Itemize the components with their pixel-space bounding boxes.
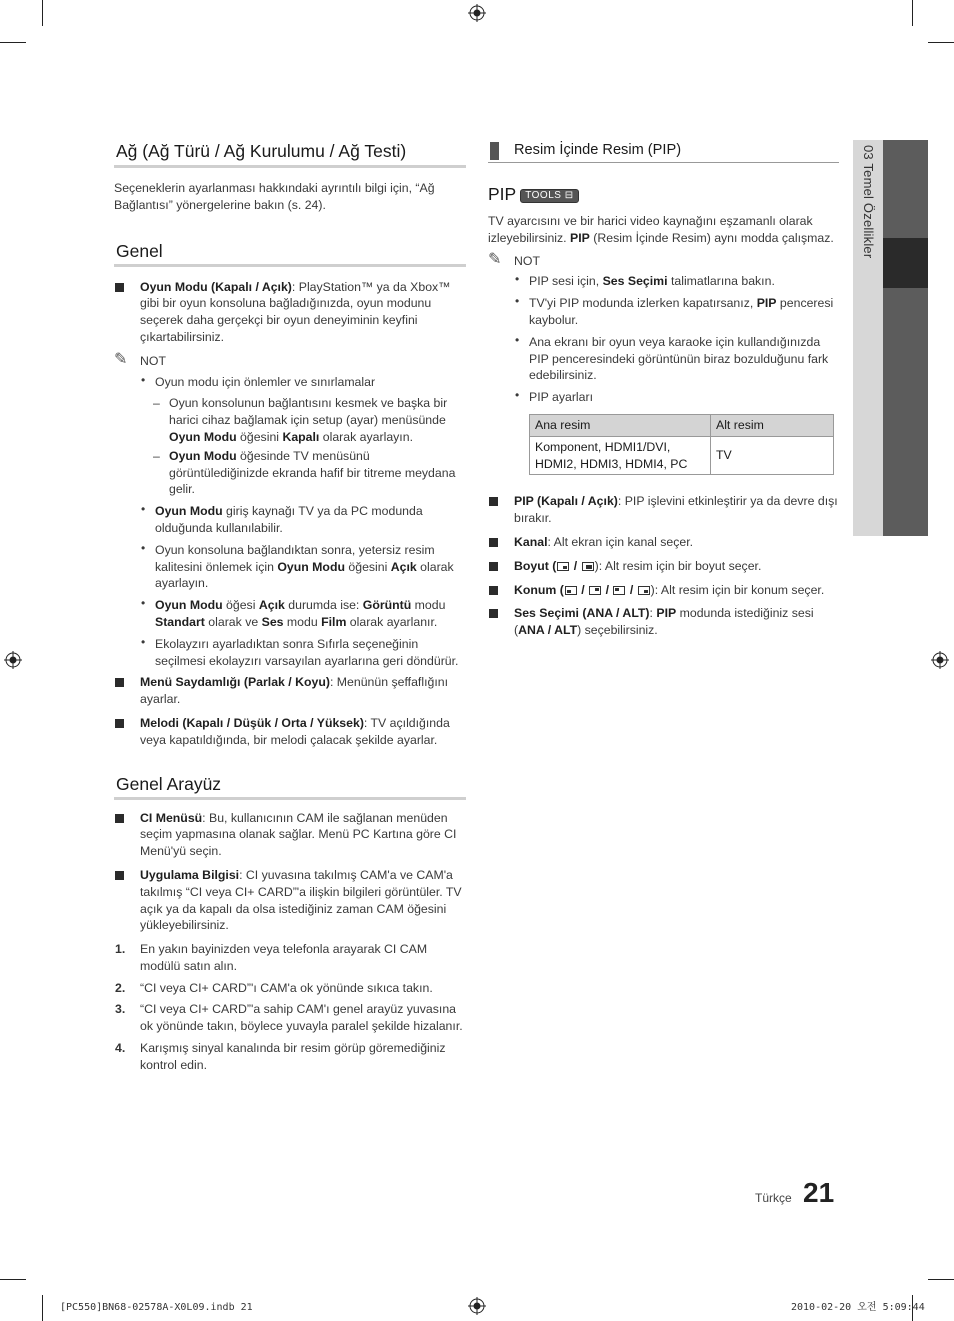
note-text: olarak ayarlayın. bbox=[155, 559, 454, 591]
left-column bbox=[114, 138, 466, 1079]
pip-intro bbox=[488, 213, 839, 247]
step-number: 2. bbox=[115, 980, 126, 995]
note-label: NOT bbox=[514, 253, 540, 268]
note-bold: Açık bbox=[258, 598, 285, 613]
item-label: PIP (Kapalı / Açık) bbox=[514, 494, 618, 509]
note-bold: Oyun Modu bbox=[277, 559, 345, 574]
square-bullet-icon bbox=[115, 678, 124, 687]
square-bullet-icon bbox=[489, 497, 498, 506]
item-text: : PIP işlevini etkinleştirir ya da devre dışı bırakır. bbox=[514, 494, 838, 526]
intro-bold: PIP bbox=[570, 230, 590, 245]
chapter-label: 03 Temel Özellikler bbox=[861, 145, 876, 259]
bullet-icon: • bbox=[515, 388, 520, 403]
note-text: olarak ve bbox=[204, 614, 262, 629]
step-text: “CI veya CI+ CARD”'a sahip CAM'ı genel arayüz yuvasına ok yönünde takın, böylece yuvayla paralel şekilde hizalanır. bbox=[140, 1002, 463, 1034]
pip-position-bottom-left-icon bbox=[565, 586, 577, 595]
list-item bbox=[513, 389, 839, 406]
pip-title: PIP bbox=[488, 184, 517, 204]
note-text: penceresi kaybolur. bbox=[529, 296, 834, 327]
step-number: 1. bbox=[115, 942, 126, 957]
item-label: CI Menüsü bbox=[140, 810, 203, 825]
item-label: Kanal bbox=[514, 534, 548, 549]
step-item bbox=[114, 1040, 466, 1074]
step-text: “CI veya CI+ CARD”'ı CAM'a ok yönünde sıkıca takın. bbox=[140, 980, 433, 995]
note-text: öğesini bbox=[236, 429, 283, 444]
pip-position-bottom-right-icon bbox=[638, 586, 650, 595]
chapter-tab-marker bbox=[883, 238, 928, 288]
chapter-tab-edge bbox=[883, 140, 928, 536]
item-bold: PIP bbox=[656, 606, 677, 621]
item-text: ): Alt resim için bir konum seçer. bbox=[650, 582, 825, 597]
note-bold: Film bbox=[321, 614, 347, 629]
table-cell: TV bbox=[711, 436, 834, 475]
section-title-genel-arayuz: Genel Arayüz bbox=[114, 771, 466, 800]
list-item-menu-saydamligi bbox=[114, 674, 466, 708]
dash-bullet-icon: – bbox=[153, 448, 160, 463]
square-bullet-icon bbox=[115, 871, 124, 880]
item-label: Menü Saydamlığı (Parlak / Koyu) bbox=[140, 675, 330, 690]
tools-badge bbox=[520, 189, 578, 203]
list-item bbox=[513, 334, 839, 384]
bullet-icon: • bbox=[141, 634, 146, 649]
footer-language: Türkçe bbox=[755, 1191, 792, 1205]
note-bold: Ses bbox=[261, 614, 284, 629]
note-label: NOT bbox=[140, 353, 166, 368]
intro-text: TV ayarcısını ve bir harici video kaynağını eşzamanlı olarak izleyebilirsiniz. bbox=[488, 214, 813, 245]
list-item bbox=[139, 636, 466, 670]
note-text: öğesini bbox=[344, 559, 391, 574]
list-item-uygulama-bilgisi bbox=[114, 867, 466, 934]
intro-text: (Resim İçinde Resim) aynı modda çalışmaz. bbox=[589, 230, 834, 245]
section-title-text: Resim İçinde Resim (PIP) bbox=[514, 142, 682, 158]
list-item bbox=[513, 295, 839, 329]
table-header-row bbox=[530, 414, 834, 436]
separator: / bbox=[573, 558, 578, 573]
network-intro: Seçeneklerin ayarlanması hakkındaki ayrıntılı bilgi için, “Ağ Bağlantısı” yönergelerine bakın (s. 24). bbox=[114, 181, 435, 212]
pencil-note-icon: ✎ bbox=[488, 250, 502, 268]
bullet-icon: • bbox=[141, 502, 146, 517]
note-text: Oyun konsoluna bağlandıktan sonra, yetersiz resim kalitesini önlemek için bbox=[155, 542, 435, 574]
bullet-icon: • bbox=[515, 332, 520, 347]
crop-mark bbox=[42, 1295, 43, 1321]
square-bullet-icon bbox=[115, 719, 124, 728]
note-bold: PIP bbox=[756, 296, 777, 311]
section-title-genel: Genel bbox=[114, 238, 466, 267]
note-bold: Ses Seçimi bbox=[602, 274, 668, 289]
list-item-oyun-modu bbox=[114, 279, 466, 346]
list-item-ses-secimi bbox=[488, 605, 839, 639]
list-item-pip bbox=[488, 493, 839, 527]
item-label: Melodi (Kapalı / Düşük / Orta / Yüksek) bbox=[140, 715, 364, 730]
square-bullet-icon bbox=[489, 538, 498, 547]
separator: / bbox=[605, 582, 609, 597]
list-item-boyut bbox=[488, 558, 839, 575]
pip-size-small-icon bbox=[557, 562, 569, 571]
list-item bbox=[153, 395, 466, 445]
list-item-ci-menusu bbox=[114, 810, 466, 860]
item-text: : Bu, kullanıcının CAM ile sağlanan menüden seçim yapmasına olanak sağlar. Menü PC Kartına göre CI Menü'yü seçin. bbox=[140, 810, 457, 859]
note-text: öğesi bbox=[222, 598, 259, 613]
list-item-kanal bbox=[488, 534, 839, 551]
item-label: Oyun Modu (Kapalı / Açık) bbox=[140, 279, 292, 294]
item-text: : Menünün şeffaflığını ayarlar. bbox=[140, 675, 449, 707]
note-text: PIP ayarları bbox=[529, 390, 594, 405]
note-text: Ekolayzırı ayarladıktan sonra Sıfırla seçeneğinin seçilmesi ekolayzırı varsayılan ayarlarına geri döndürür. bbox=[155, 636, 459, 668]
crop-mark bbox=[0, 42, 26, 43]
note-text: talimatlarına bakın. bbox=[667, 274, 775, 289]
page-number: 21 bbox=[803, 1177, 835, 1208]
step-text: Karışmış sinyal kanalında bir resim görüp göremediğiniz kontrol edin. bbox=[140, 1041, 446, 1072]
square-bullet-icon bbox=[489, 586, 498, 595]
pencil-note-icon: ✎ bbox=[114, 350, 128, 368]
note-bold: Kapalı bbox=[282, 429, 320, 444]
note-text: TV'yi PIP modunda izlerken kapatırsanız, bbox=[529, 296, 757, 311]
note-header bbox=[114, 350, 466, 370]
item-text: : CI yuvasına takılmış CAM'a ve CAM'a takılmış “CI veya CI+ CARD”'a ilişkin bilgileri görüntüler. TV açık ya da kapalı da olsa istediğiniz zaman CAM öğesini yükleyebilirsiniz. bbox=[140, 867, 462, 933]
bullet-icon: • bbox=[515, 272, 520, 287]
square-bullet-icon bbox=[489, 562, 498, 571]
item-label: Boyut ( bbox=[514, 558, 557, 573]
separator: / bbox=[629, 582, 634, 597]
print-slug-date: 2010-02-20 오전 5:09:44 bbox=[791, 1302, 925, 1313]
bullet-icon: • bbox=[141, 540, 146, 555]
pip-settings-table bbox=[529, 414, 834, 475]
table-header: Ana resim bbox=[530, 414, 711, 436]
step-item bbox=[114, 1001, 466, 1035]
item-text: ): Alt resim için bir boyut seçer. bbox=[594, 558, 762, 573]
note-text: durumda ise: bbox=[284, 598, 363, 613]
list-item bbox=[139, 374, 466, 391]
note-bold: Oyun Modu bbox=[155, 598, 223, 613]
list-item bbox=[139, 597, 466, 631]
list-item bbox=[513, 273, 839, 290]
item-text: ) seçebilirsiniz. bbox=[577, 623, 658, 638]
step-number: 4. bbox=[115, 1041, 126, 1056]
note-text: olarak ayarlanır. bbox=[346, 614, 438, 629]
tools-badge-text: TOOLS bbox=[525, 190, 562, 201]
section-title-pip bbox=[488, 138, 839, 163]
item-label: Uygulama Bilgisi bbox=[140, 867, 240, 882]
table-cell: Komponent, HDMI1/DVI, HDMI2, HDMI3, HDMI4, PC bbox=[530, 436, 711, 475]
note-bold: Açık bbox=[390, 559, 417, 574]
pip-size-large-icon bbox=[582, 562, 594, 571]
bullet-icon: • bbox=[141, 596, 146, 611]
registration-mark-icon bbox=[468, 4, 486, 22]
note-bold: Oyun Modu bbox=[155, 504, 223, 519]
registration-mark-icon bbox=[931, 651, 949, 669]
note-text: olarak ayarlayın. bbox=[319, 429, 413, 444]
crop-mark bbox=[42, 0, 43, 26]
print-slug-file: [PC550]BN68-02578A-X0L09.indb 21 bbox=[60, 1302, 253, 1313]
list-item bbox=[153, 448, 466, 498]
right-column bbox=[488, 138, 839, 646]
tools-icon: ⊟ bbox=[564, 190, 574, 201]
crop-mark bbox=[0, 1279, 26, 1280]
crop-mark bbox=[928, 42, 954, 43]
square-bullet-icon bbox=[115, 814, 124, 823]
note-bold: Oyun Modu bbox=[169, 448, 237, 463]
dash-bullet-icon: – bbox=[153, 396, 160, 411]
note-text: giriş kaynağı TV ya da PC modunda olduğunda kullanılabilir. bbox=[155, 504, 423, 535]
pip-position-top-left-icon bbox=[613, 586, 625, 595]
item-text: : bbox=[649, 606, 657, 621]
step-text: En yakın bayinizden veya telefonla arayarak CI CAM modülü satın alın. bbox=[140, 942, 428, 973]
crop-mark bbox=[912, 0, 913, 26]
item-label: Konum ( bbox=[514, 582, 564, 597]
item-text: : PlayStation™ ya da Xbox™ gibi bir oyun konsoluna bağladığınızda, oyun modunu seçerek daha gerçekçi bir oyun deneyiminin keyfini çıkartabilirsiniz. bbox=[140, 279, 451, 344]
table-header: Alt resim bbox=[711, 414, 834, 436]
section-marker-bar bbox=[490, 142, 499, 160]
item-text: : TV açıldığında veya kapatıldığında, bir melodi çalacak şekilde ayarlar. bbox=[140, 715, 450, 747]
list-item bbox=[139, 503, 466, 537]
note-text: modu bbox=[411, 598, 446, 613]
note-bold: Oyun Modu bbox=[169, 429, 237, 444]
square-bullet-icon bbox=[489, 609, 498, 618]
bullet-icon: • bbox=[141, 372, 146, 387]
square-bullet-icon bbox=[115, 283, 124, 292]
pip-position-top-right-icon bbox=[589, 586, 601, 595]
item-text: : Alt ekran için kanal seçer. bbox=[547, 534, 694, 549]
list-item bbox=[139, 542, 466, 592]
registration-mark-icon bbox=[468, 1297, 486, 1315]
registration-mark-icon bbox=[4, 651, 22, 669]
list-item-melodi bbox=[114, 715, 466, 749]
note-bold: Standart bbox=[155, 614, 205, 629]
step-item bbox=[114, 941, 466, 975]
note-text: PIP sesi için, bbox=[529, 274, 603, 289]
item-label: Ses Seçimi (ANA / ALT) bbox=[514, 606, 650, 621]
separator: / bbox=[581, 582, 585, 597]
list-item-konum bbox=[488, 582, 839, 599]
note-header bbox=[488, 250, 839, 270]
table-row bbox=[530, 436, 834, 475]
note-text: Oyun konsolunun bağlantısını kesmek ve başka bir harici cihaz bağlamak için setup (ayar) menüsünde bbox=[169, 396, 448, 428]
note-text: modu bbox=[283, 614, 322, 629]
crop-mark bbox=[928, 1279, 954, 1280]
bullet-icon: • bbox=[515, 294, 520, 309]
note-bold: Görüntü bbox=[362, 598, 412, 613]
item-text: modunda istediğiniz sesi ( bbox=[514, 606, 814, 638]
pip-heading bbox=[488, 183, 839, 205]
item-bold: ANA / ALT bbox=[518, 623, 578, 638]
step-item bbox=[114, 980, 466, 997]
note-text: Oyun modu için önlemler ve sınırlamalar bbox=[155, 374, 376, 389]
note-text: Ana ekranı bir oyun veya karaoke için kullandığınızda PIP penceresindeki görüntünün biraz bozulduğunu fark edebilirsiniz. bbox=[529, 334, 829, 383]
step-number: 3. bbox=[115, 1002, 126, 1017]
note-text: öğesinde TV menüsünü görüntülediğinizde ekranda hafif bir titreme meydana gelir. bbox=[169, 448, 456, 497]
section-title-network: Ağ (Ağ Türü / Ağ Kurulumu / Ağ Testi) bbox=[114, 138, 466, 168]
